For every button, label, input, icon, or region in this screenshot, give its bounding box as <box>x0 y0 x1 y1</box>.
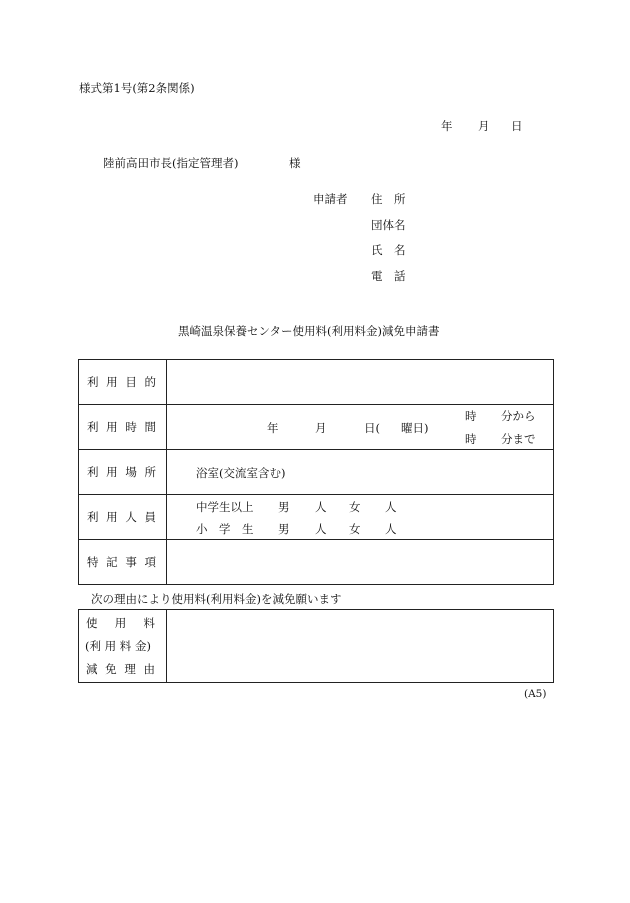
people-row1-unit1: 人 <box>315 500 327 514</box>
people-row2-unit2: 人 <box>385 522 397 536</box>
purpose-label: 利 用 目 的 <box>87 375 156 389</box>
people-row1-category: 中学生以上 <box>196 500 254 514</box>
reason-intro: 次の理由により使用料(利用料金)を減免願います <box>91 592 342 606</box>
reason-label-line1: 使 用 料 <box>86 616 155 630</box>
form-number: 様式第1号(第2条関係) <box>79 81 195 95</box>
time-day-open: 日( <box>364 421 380 435</box>
reason-value-cell[interactable] <box>167 610 554 683</box>
applicant-name-label: 氏 名 <box>371 243 406 257</box>
date-day: 日 <box>511 119 523 133</box>
purpose-value-cell[interactable] <box>167 360 554 405</box>
place-row <box>79 450 554 495</box>
time-start-hour: 時 <box>465 409 477 423</box>
notes-row <box>79 540 554 585</box>
place-value: 浴室(交流室含む) <box>196 466 286 480</box>
time-value-cell[interactable] <box>167 405 554 450</box>
people-value-cell[interactable] <box>167 495 554 540</box>
place-value-cell[interactable] <box>167 450 554 495</box>
reason-row <box>79 610 554 683</box>
reason-table <box>78 609 554 683</box>
notes-label-cell <box>79 540 167 585</box>
people-row1-male: 男 <box>278 500 290 514</box>
time-month: 月 <box>315 421 327 435</box>
people-row <box>79 495 554 540</box>
applicant-phone-label: 電 話 <box>371 269 406 283</box>
applicant-label: 申請者 <box>313 192 348 206</box>
people-row2-category: 小 学 生 <box>196 522 254 536</box>
reason-label-line3: 減 免 理 由 <box>86 662 155 676</box>
date-year: 年 <box>441 119 453 133</box>
time-end-suffix: 分まで <box>501 432 536 446</box>
purpose-label-cell <box>79 360 167 405</box>
applicant-address-label: 住 所 <box>371 192 406 206</box>
notes-label: 特 記 事 項 <box>87 555 156 569</box>
place-label-cell <box>79 450 167 495</box>
people-row1-female: 女 <box>349 500 361 514</box>
time-year: 年 <box>267 421 279 435</box>
addressee-honorific: 様 <box>289 156 301 170</box>
addressee-name: 陸前高田市長(指定管理者) <box>103 156 239 170</box>
time-end-hour: 時 <box>465 432 477 446</box>
purpose-row <box>79 360 554 405</box>
time-row <box>79 405 554 450</box>
document-title: 黒崎温泉保養センター使用料(利用料金)減免申請書 <box>178 324 440 338</box>
paper-size-note: (A5) <box>524 688 547 700</box>
people-row2-male: 男 <box>278 522 290 536</box>
notes-value-cell[interactable] <box>167 540 554 585</box>
time-weekday: 曜日) <box>401 421 429 435</box>
time-label-cell <box>79 405 167 450</box>
time-start-suffix: 分から <box>501 409 536 423</box>
people-label-cell <box>79 495 167 540</box>
place-label: 利 用 場 所 <box>87 465 156 479</box>
people-row2-unit1: 人 <box>315 522 327 536</box>
people-row2-female: 女 <box>349 522 361 536</box>
reason-label-line2: (利 用 料 金) <box>85 639 151 653</box>
applicant-group-label: 団体名 <box>371 218 406 232</box>
people-row1-unit2: 人 <box>385 500 397 514</box>
people-label: 利 用 人 員 <box>87 510 156 524</box>
date-month: 月 <box>478 119 490 133</box>
application-table <box>78 359 554 585</box>
time-label: 利 用 時 間 <box>87 420 156 434</box>
reason-label-cell <box>79 610 167 683</box>
